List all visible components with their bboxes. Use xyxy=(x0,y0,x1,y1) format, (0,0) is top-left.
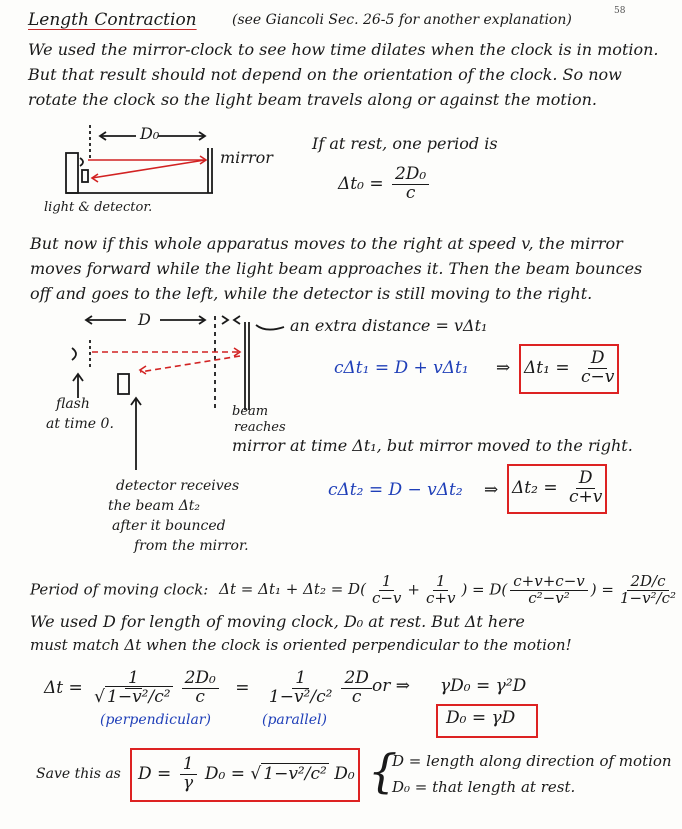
flash-label-1: flash xyxy=(56,396,90,412)
eq2-arrow: ⇒ xyxy=(484,480,499,500)
eq2-left: cΔt₂ = D − vΔt₂ xyxy=(328,480,463,500)
match-equation: Δt = $\frac{1}{\text{√ 1−v²/c²}}$ $\frac{\text{2D₀}}{c}$ = $\frac{1}{\text{1−v²/c²}}$ $\frac{2D}{c}$ xyxy=(44,670,375,707)
gamma-equation: γD₀ = γ²D xyxy=(440,676,527,696)
legend-line-1: D = length along direction of motion xyxy=(392,752,672,770)
eq2-result: Δt₂ = $\frac{D}{c+v}$ xyxy=(512,468,603,507)
eq1-left: cΔt₁ = D + vΔt₁ xyxy=(334,358,469,378)
moving-detector xyxy=(118,374,129,394)
rest-source xyxy=(80,158,83,166)
flash-label-2: at time 0. xyxy=(46,416,114,432)
page-number: 58 xyxy=(614,6,626,16)
reference-note: (see Giancoli Sec. 26-5 for another explanation) xyxy=(232,12,572,28)
perpendicular-label: (perpendicular) xyxy=(100,712,211,728)
beam-label-3: mirror at time Δt₁, but mirror moved to the right. xyxy=(232,436,633,455)
beam-label-2: reaches xyxy=(234,420,286,435)
rest-mirror-label: mirror xyxy=(220,148,273,167)
intro-line-2: But that result should not depend on the orientation of the clock. So now xyxy=(28,65,622,84)
rest-d0-label: D₀ xyxy=(140,124,160,143)
rest-period-text: If at rest, one period is xyxy=(312,134,498,153)
used-line-1: We used D for length of moving clock, D₀ at rest. But Δt here xyxy=(30,612,525,631)
detector-label-1: detector receives xyxy=(116,478,240,494)
rest-period-equation: Δt₀ = $\frac{\text{2D₀}}{c}$ xyxy=(338,166,432,203)
intro-line-3: rotate the clock so the light beam travels along or against the motion. xyxy=(28,90,597,109)
rest-source-label: light & detector. xyxy=(44,200,153,215)
moving-source xyxy=(72,348,76,360)
eq1-result: Δt₁ = $\frac{D}{c-v}$ xyxy=(524,348,615,387)
period-moving-equation: Period of moving clock: Δt = Δt₁ + Δt₂ = D( $\frac{1}{c-v}$ + $\frac{1}{c+v}$ ) = D( $\frac{c+v+c-v}{\text{c²−v²}}$ ) = $\frac{2D/c}{\text{1−v²/c²}}$ xyxy=(30,572,677,607)
detector-label-3: after it bounced xyxy=(112,518,226,534)
rest-clock-left-wall xyxy=(66,153,78,193)
moving-light-path xyxy=(92,348,240,374)
beam-label-1: beam xyxy=(232,404,269,419)
legend-line-2: D₀ = that length at rest. xyxy=(392,778,576,796)
detector-label-2: the beam Δt₂ xyxy=(108,498,201,514)
eq1-arrow: ⇒ xyxy=(496,358,511,378)
extra-distance-label: an extra distance = vΔt₁ xyxy=(290,316,488,335)
parallel-label: (parallel) xyxy=(262,712,327,728)
page-title: Length Contraction xyxy=(28,10,197,30)
moving-line-3: off and goes to the left, while the detector is still moving to the right. xyxy=(30,284,593,303)
intro-line-1: We used the mirror-clock to see how time dilates when the clock is in motion. xyxy=(28,40,659,59)
legend-brace: { xyxy=(368,744,398,798)
moving-d-label: D xyxy=(138,310,151,329)
moving-line-2: moves forward while the light beam approaches it. Then the beam bounces xyxy=(30,259,643,278)
detector-label-4: from the mirror. xyxy=(134,538,249,554)
boxed-result-text: D₀ = γD xyxy=(446,708,516,728)
or-arrow: or ⇒ xyxy=(372,676,411,696)
save-text: Save this as xyxy=(36,766,121,782)
save-equation: D = $\frac{1}{\gamma}$ D₀ = √ 1−v²/c² D₀ xyxy=(138,754,355,793)
rest-detector xyxy=(82,170,88,182)
used-line-2: must match Δt when the clock is oriented perpendicular to the motion! xyxy=(30,636,572,654)
rest-light-path xyxy=(88,156,206,182)
moving-line-1: But now if this whole apparatus moves to the right at speed v, the mirror xyxy=(30,234,623,253)
